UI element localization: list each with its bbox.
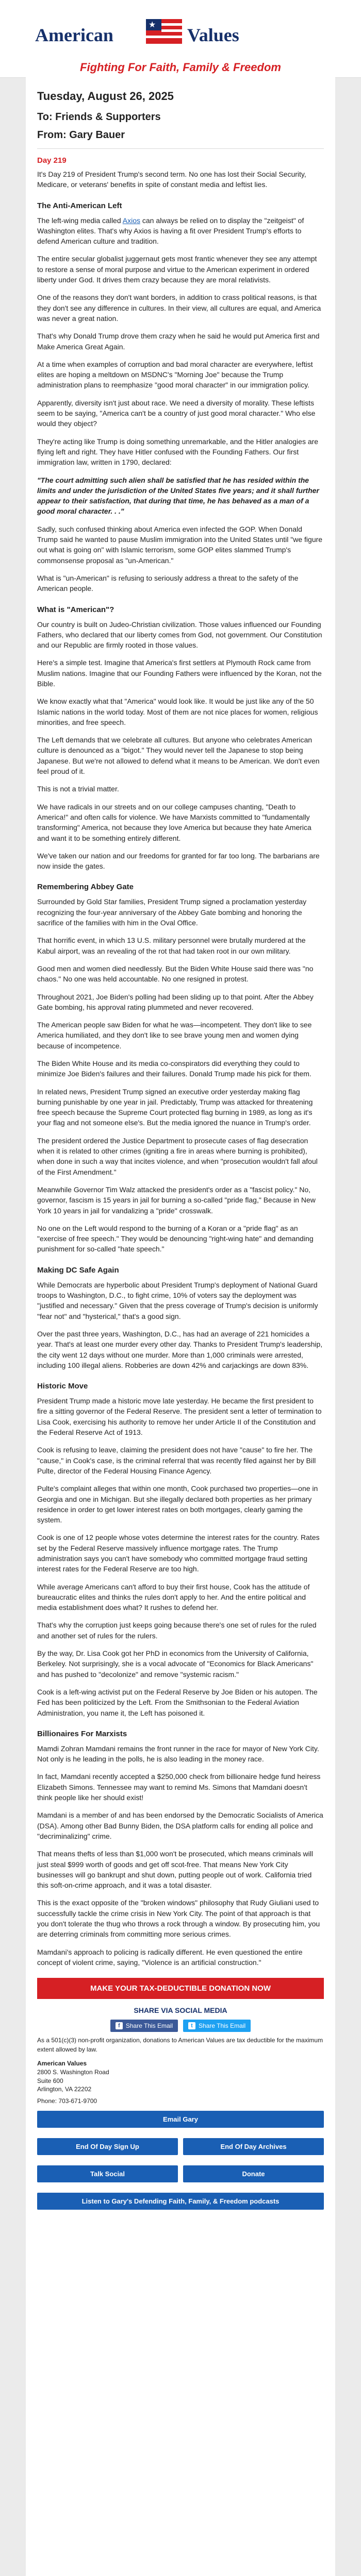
tax-disclaimer: As a 501(c)(3) non-profit organization, donations to American Values are tax deductible for the maximum extent allowed by law.	[37, 2037, 323, 2053]
body-paragraph: Cook is a left-wing activist put on the Federal Reserve by Joe Biden or his autopen. The Fed has been politicized by the Left. From the Smithsonian to the Federal Aviation Administration, you name it, the Left has poisoned it.	[37, 1687, 318, 1717]
body-paragraph: In fact, Mamdani recently accepted a $250,000 check from billionaire hedge fund heiress Elizabeth Simons. Tennessee may want to remind Ms. Simons that Mamdani doesn't think people like her should exist!	[37, 1772, 321, 1802]
body-paragraph: That's why the corruption just keeps going because there's one set of rules for the ruled and another set of rules for the rulers.	[37, 1621, 317, 1640]
body-paragraph: No one on the Left would respond to the burning of a Koran or a "pride flag" as an "exercise of free speech." They would be denouncing "right-wing hate" and demanding punishment for so-called "hate speech."	[37, 1224, 314, 1253]
masthead	[0, 0, 361, 78]
body-paragraph: Surrounded by Gold Star families, President Trump signed a proclamation yesterday recognizing the four-year anniversary of the Abbey Gate bombing and honoring the sacrifice of the families with him in the Oval Office.	[37, 897, 307, 927]
body-paragraph: By the way, Dr. Lisa Cook got her PhD in economics from the University of California, Berkeley. Not surprisingly, she is a vocal advocate of "Economics for Black Americans" and has pushed to "decolonize" and remove "systemic racism."	[37, 1649, 314, 1679]
intro-paragraph: It's Day 219 of President Trump's second term. No one has lost their Social Security, Medicare, or veterans' benefits in spite of constant media and leftist lies.	[37, 170, 306, 189]
inline-link[interactable]: Axios	[122, 216, 140, 225]
facebook-share-button[interactable]: f Share This Email	[110, 2020, 178, 2032]
body-paragraph: "The court admitting such alien shall be satisfied that he has resided within the limits and under the jurisdiction of the United States five years; and it shall further appear to their satisfaction, that during that time, he has behaved as a man of a good moral character. . ."	[37, 476, 319, 516]
divider	[37, 148, 324, 149]
body-paragraph: While Democrats are hyperbolic about President Trump's deployment of National Guard troops to Washington, D.C., to fight crime, 10% of voters say the deployment was "justified and necessary." Given that the press coverage of Trump's decision is uniformly "fear not" and "hysterical," that's a good sign.	[37, 1280, 318, 1320]
facebook-icon: f	[116, 2022, 123, 2029]
share-row	[37, 2020, 324, 2032]
twitter-icon: t	[188, 2022, 195, 2029]
body-paragraph: The Left demands that we celebrate all cultures. But anyone who celebrates American culture is denounced as a "bigot." They would never tell the Japanese to stop being Japanese. But we're not allowed to defend what it means to be American. We don't even feel proud of it.	[37, 736, 320, 776]
end-of-day-archives-button[interactable]: End Of Day Archives	[183, 2138, 324, 2155]
day-label: Day 219	[37, 156, 67, 165]
body-paragraph: That's why Donald Trump drove them crazy when he said he would put America first and Make America Great Again.	[37, 332, 320, 351]
body-paragraph: The president ordered the Justice Department to prosecute cases of flag desecration when it is related to other crimes (igniting a fire in areas where burning is prohibited), when done in such a way that incites violence, and when "prosecution wouldn't fall afoul of the First Amendment."	[37, 1136, 318, 1176]
body-paragraph: The left-wing media called Axios can always be relied on to display the "zeitgeist" of Washington elites. That's why Axios is having a fit over President Trump's efforts to defend American culture and tradition.	[37, 216, 304, 246]
svg-text:American: American	[35, 25, 113, 45]
section-heading: Historic Move	[37, 1382, 88, 1391]
body-paragraph: Pulte's complaint alleges that within one month, Cook purchased two properties—one in Georgia and one in Michigan. But she illegally declared both properties as her primary residence in order to get lower interest rates on both mortgages, clearly gaming the system.	[37, 1484, 318, 1524]
sections	[37, 201, 324, 1968]
mailing-address: American Values 2800 S. Washington Road Suite 600 Arlington, VA 22202 Phone: 703-671-9700	[37, 2059, 324, 2106]
body-paragraph: We've taken our nation and our freedoms for granted for far too long. The barbarians are now inside the gates.	[37, 851, 320, 871]
end-of-day-signup-button[interactable]: End Of Day Sign Up	[37, 2138, 178, 2155]
button-row-1	[37, 2133, 324, 2160]
section-heading: Making DC Safe Again	[37, 1265, 119, 1275]
body-paragraph: Good men and women died needlessly. But the Biden White House said there was "no chaos." No one was held accountable. No one resigned in protest.	[37, 964, 314, 984]
phone: Phone: 703-671-9700	[37, 2097, 97, 2105]
body-paragraph: The Biden White House and its media co-conspirators did everything they could to minimize Joe Biden's failures and their failures. Donald Trump made his pick for them.	[37, 1059, 311, 1078]
button-row-2	[37, 2160, 324, 2188]
body-paragraph: They're acting like Trump is doing something unremarkable, and the Hitler analogies are flying left and right. They have Hitler confused with the Founding Fathers. Our first immigration law, written in 1790, declared:	[37, 437, 319, 467]
body-paragraph: Apparently, diversity isn't just about race. We need a diversity of morality. These leftists seem to be saying, "America can't be a country of just good moral character." Who else would they object?	[37, 398, 316, 428]
body-paragraph: What is "un-American" is refusing to seriously address a threat to the safety of the American people.	[37, 573, 299, 593]
section-heading: Remembering Abbey Gate	[37, 883, 134, 892]
body-paragraph: We have radicals in our streets and on our college campuses chanting, "Death to America!" and often calls for violence. We have Marxists committed to "fundamentally transforming" America, not because they love America but because they hate America and want it to be something entirely different.	[37, 802, 311, 842]
body-paragraph: That means thefts of less than $1,000 won't be prosecuted, which means criminals will just steal $999 worth of goods and get off scot-free. That means New York City businesses will go bankrupt and shut down, putting people out of work. California tried this soft-on-crime approach, and it was a total disaster.	[37, 1850, 313, 1890]
email-gary-button[interactable]: Email Gary	[37, 2111, 324, 2128]
body-paragraph: The entire secular globalist juggernaut gets most frantic whenever they see any attempt to restore a sense of moral purpose and virtue to the American experiment in ordered liberty under God. It drives them crazy because they are moral relativists.	[37, 255, 317, 284]
body-paragraph: One of the reasons they don't want borders, in addition to crass political reasons, is that they don't see any difference in cultures. In their view, all cultures are equal, and America was never a great nation.	[37, 293, 321, 323]
body-paragraph: That horrific event, in which 13 U.S. military personnel were brutally murdered at the Kabul airport, was an revealing of the rot that had taken root in our own military.	[37, 936, 306, 955]
body-paragraph: Throughout 2021, Joe Biden's polling had been sliding up to that point. After the Abbey Gate bombing, his approval rating plummeted and never recovered.	[37, 992, 314, 1011]
body-paragraph: Mamdi Zohran Mamdani remains the front runner in the race for mayor of New York City. Not only is he leading in the polls, he is also leading in the money race.	[37, 1744, 319, 1764]
body-paragraph: This is not a trivial matter.	[37, 785, 119, 793]
body-paragraph: Sadly, such confused thinking about America even infected the GOP. When Donald Trump said he wanted to pause Muslim immigration into the United States until "we figure out what is going on" with Islamic terrorism, some GOP elites slammed Trump's commonsense proposal as "un-American."	[37, 524, 323, 565]
talk-social-button[interactable]: Talk Social	[37, 2165, 178, 2182]
date-line: Tuesday, August 26, 2025	[37, 90, 174, 103]
donate-cta-button[interactable]: MAKE YOUR TAX-DEDUCTIBLE DONATION NOW	[37, 1978, 324, 1999]
donate-button[interactable]: Donate	[183, 2165, 324, 2182]
body-paragraph: We know exactly what that "America" would look like. It would be just like any of the 50 Islamic nations in the world today. Most of them are not nice places for women, religious minorities, and free speech.	[37, 697, 318, 726]
american-values-logo	[35, 13, 326, 64]
email-body	[26, 77, 335, 2576]
body-paragraph: Cook is refusing to leave, claiming the president does not have "cause" to fire her. The "cause," in Cook's case, is the criminal referral that was recently filed against her by Bill Pulte, director of the Federal Housing Finance Agency.	[37, 1446, 316, 1475]
tagline: Fighting For Faith, Family & Freedom	[80, 61, 281, 74]
body-paragraph: Meanwhile Governor Tim Walz attacked the president's order as a "fascist policy." No, governor, fascism is 15 years in jail for burning a so-called "pride flag," Because in New York 10 years in jail for vandalizing a "pride" crosswalk.	[37, 1185, 316, 1215]
from-line: From: Gary Bauer	[37, 129, 125, 141]
body-paragraph: Cook is one of 12 people whose votes determine the interest rates for the country. Rates set by the Federal Reserve massively influence mortgage rates. The Trump administration says you can't have somebody who committed mortgage fraud setting interest rates for the Federal Reserve are too high.	[37, 1533, 320, 1573]
body-paragraph: Mamdani's approach to policing is radically different. He even questioned the entire concept of violent crime, saying, "Violence is an artificial construction."	[37, 1947, 303, 1967]
svg-text:★: ★	[149, 21, 156, 29]
body-paragraph: Mamdani is a member of and has been endorsed by the Democratic Socialists of America (DSA). Among other Bad Bunny Biden, the DSA platform calls for ending all police and "decriminalizing" crime.	[37, 1811, 323, 1840]
body-paragraph: While average Americans can't afford to buy their first house, Cook has the attitude of bureaucratic elites and thinks the rules don't apply to her. And the entire political and media establishment does what? It rushes to defend her.	[37, 1582, 310, 1612]
section-heading: What is "American"?	[37, 605, 114, 614]
body-paragraph: Here's a simple test. Imagine that America's first settlers at Plymouth Rock came from Muslim nations. Imagine that our Founding Fathers were influenced by the Koran, not the Bible.	[37, 658, 322, 688]
body-paragraph: President Trump made a historic move late yesterday. He became the first president to fire a sitting governor of the Federal Reserve. The president sent a letter of termination to Lisa Cook, exercising his authority to remove her under Article II of the Constitution and the Federal Reserve Act of 1913.	[37, 1397, 322, 1437]
body-paragraph: Our country is built on Judeo-Christian civilization. Those values influenced our Founding Fathers, who declared that our liberty comes from God, not government. Our Constitution and our Republic are firmly rooted in those values.	[37, 620, 322, 650]
body-paragraph: This is the exact opposite of the "broken windows" philosophy that Rudy Giuliani used to successfully tackle the crime crisis in New York City. The point of that approach is that you don't tolerate the thug who throws a rock through a window. By prosecuting him, you are deterring criminals from committing more serious crimes.	[37, 1899, 320, 1939]
share-heading: SHARE VIA SOCIAL MEDIA	[134, 2006, 227, 2015]
twitter-share-button[interactable]: t Share This Email	[183, 2020, 251, 2032]
podcast-button[interactable]: Listen to Gary's Defending Faith, Family, & Freedom podcasts	[37, 2193, 324, 2210]
body-paragraph: The American people saw Biden for what he was—incompetent. They don't like to see America humiliated, and they don't like to see brave young men and women dying because of incompetence.	[37, 1021, 312, 1050]
body-paragraph: Over the past three years, Washington, D.C., has had an average of 221 homicides a year. That's at least one murder every other day. Thanks to President Trump's leadership, the city went 12 days without one murder. More than 1,000 criminals were arrested, including 100 illegal aliens. Robberies are down 42% and carjackings are down 83%.	[37, 1329, 323, 1369]
section-heading: The Anti-American Left	[37, 201, 122, 210]
body-paragraph: In related news, President Trump signed an executive order yesterday making flag burning punishable by one year in jail. Predictably, Trump was attacked for threatening free speech because the Supreme Court protected flag burning in 1989, as long as it's your flag and not someone else's. But the media ignored the nuance in Trump's order.	[37, 1087, 313, 1127]
body-paragraph: At a time when examples of corruption and bad moral character are everywhere, leftist elites are hoping a meltdown on MSDNC's "Morning Joe" because the Trump administration plans to reemphasize "good moral character" in our immigration policy.	[37, 360, 313, 389]
svg-text:Values: Values	[187, 25, 239, 45]
section-heading: Billionaires For Marxists	[37, 1729, 127, 1738]
to-line: To: Friends & Supporters	[37, 111, 161, 123]
